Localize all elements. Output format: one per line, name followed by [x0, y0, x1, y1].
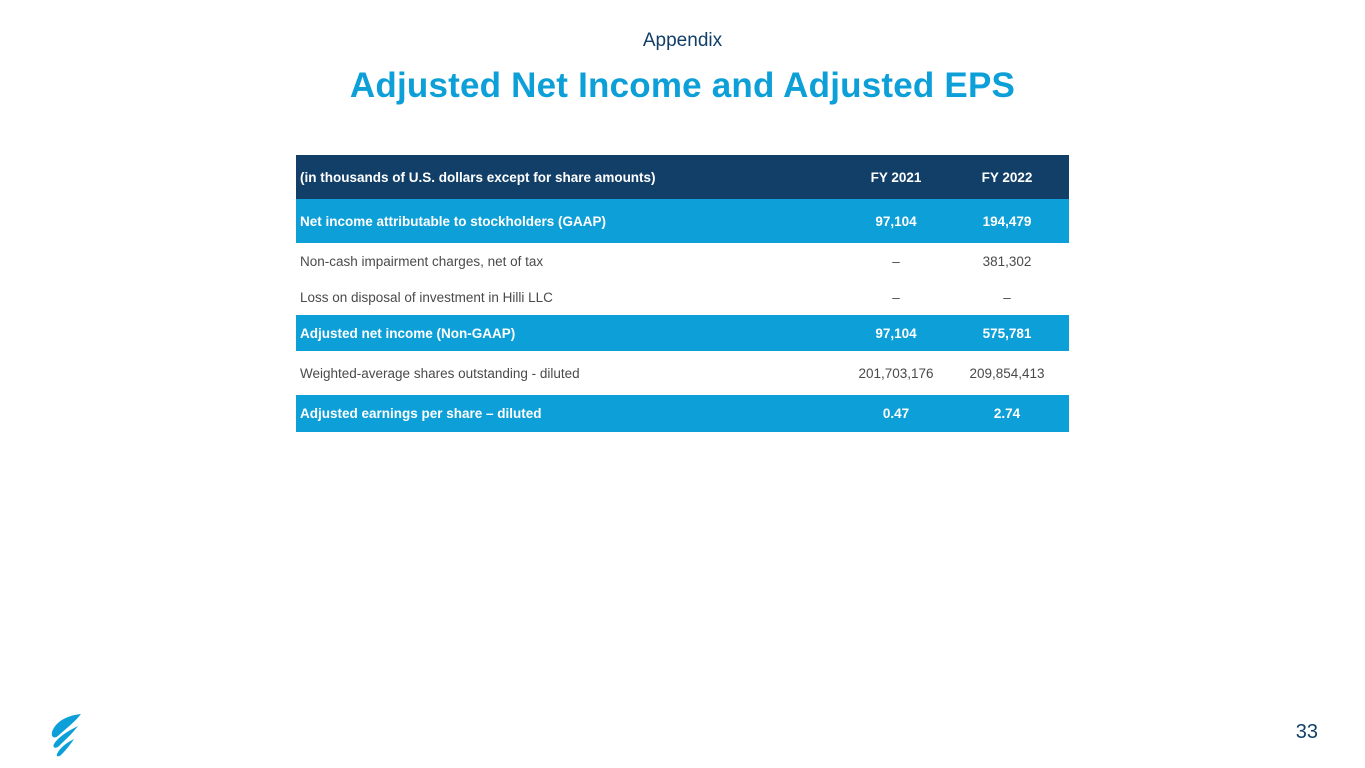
fy2022-value: 194,479 — [982, 213, 1032, 229]
row-label: Loss on disposal of investment in Hilli LLC — [300, 289, 553, 305]
table-row-weighted-shares — [296, 351, 1069, 395]
flame-logo-icon — [48, 712, 84, 758]
table-row-net-income — [296, 199, 1069, 243]
fy2022-value: 575,781 — [982, 325, 1032, 341]
table-row-adjusted-eps — [296, 395, 1069, 432]
page-number: 33 — [1295, 721, 1318, 743]
fy2022-value: 2.74 — [993, 406, 1021, 421]
page-title: Adjusted Net Income and Adjusted EPS — [349, 66, 1016, 105]
fy2022-value: 209,854,413 — [969, 365, 1045, 381]
fy2021-value: – — [892, 289, 900, 305]
table-header-row — [296, 155, 1069, 199]
row-label: Adjusted net income (Non-GAAP) — [300, 325, 516, 341]
column-header-description: (in thousands of U.S. dollars except for share amounts) — [300, 169, 656, 185]
fy2021-value: 201,703,176 — [858, 365, 934, 381]
fy2021-value: – — [892, 253, 900, 269]
fy2021-value: 97,104 — [875, 213, 917, 229]
column-header-fy2022: FY 2022 — [981, 169, 1033, 185]
table-row-adjusted-net-income — [296, 315, 1069, 351]
adjusted-eps-table — [296, 155, 1069, 432]
row-label: Net income attributable to stockholders (GAAP) — [300, 213, 607, 229]
table-row-loss-on-disposal — [296, 279, 1069, 315]
fy2022-value: – — [1003, 289, 1011, 305]
fy2022-value: 381,302 — [982, 253, 1032, 269]
section-label: Appendix — [642, 30, 723, 51]
column-header-fy2021: FY 2021 — [870, 169, 922, 185]
row-label: Adjusted earnings per share – diluted — [300, 406, 542, 421]
fy2021-value: 0.47 — [882, 406, 910, 421]
row-label: Weighted-average shares outstanding - diluted — [300, 365, 580, 381]
table-row-impairment — [296, 243, 1069, 279]
fy2021-value: 97,104 — [875, 325, 917, 341]
row-label: Non-cash impairment charges, net of tax — [300, 253, 544, 269]
